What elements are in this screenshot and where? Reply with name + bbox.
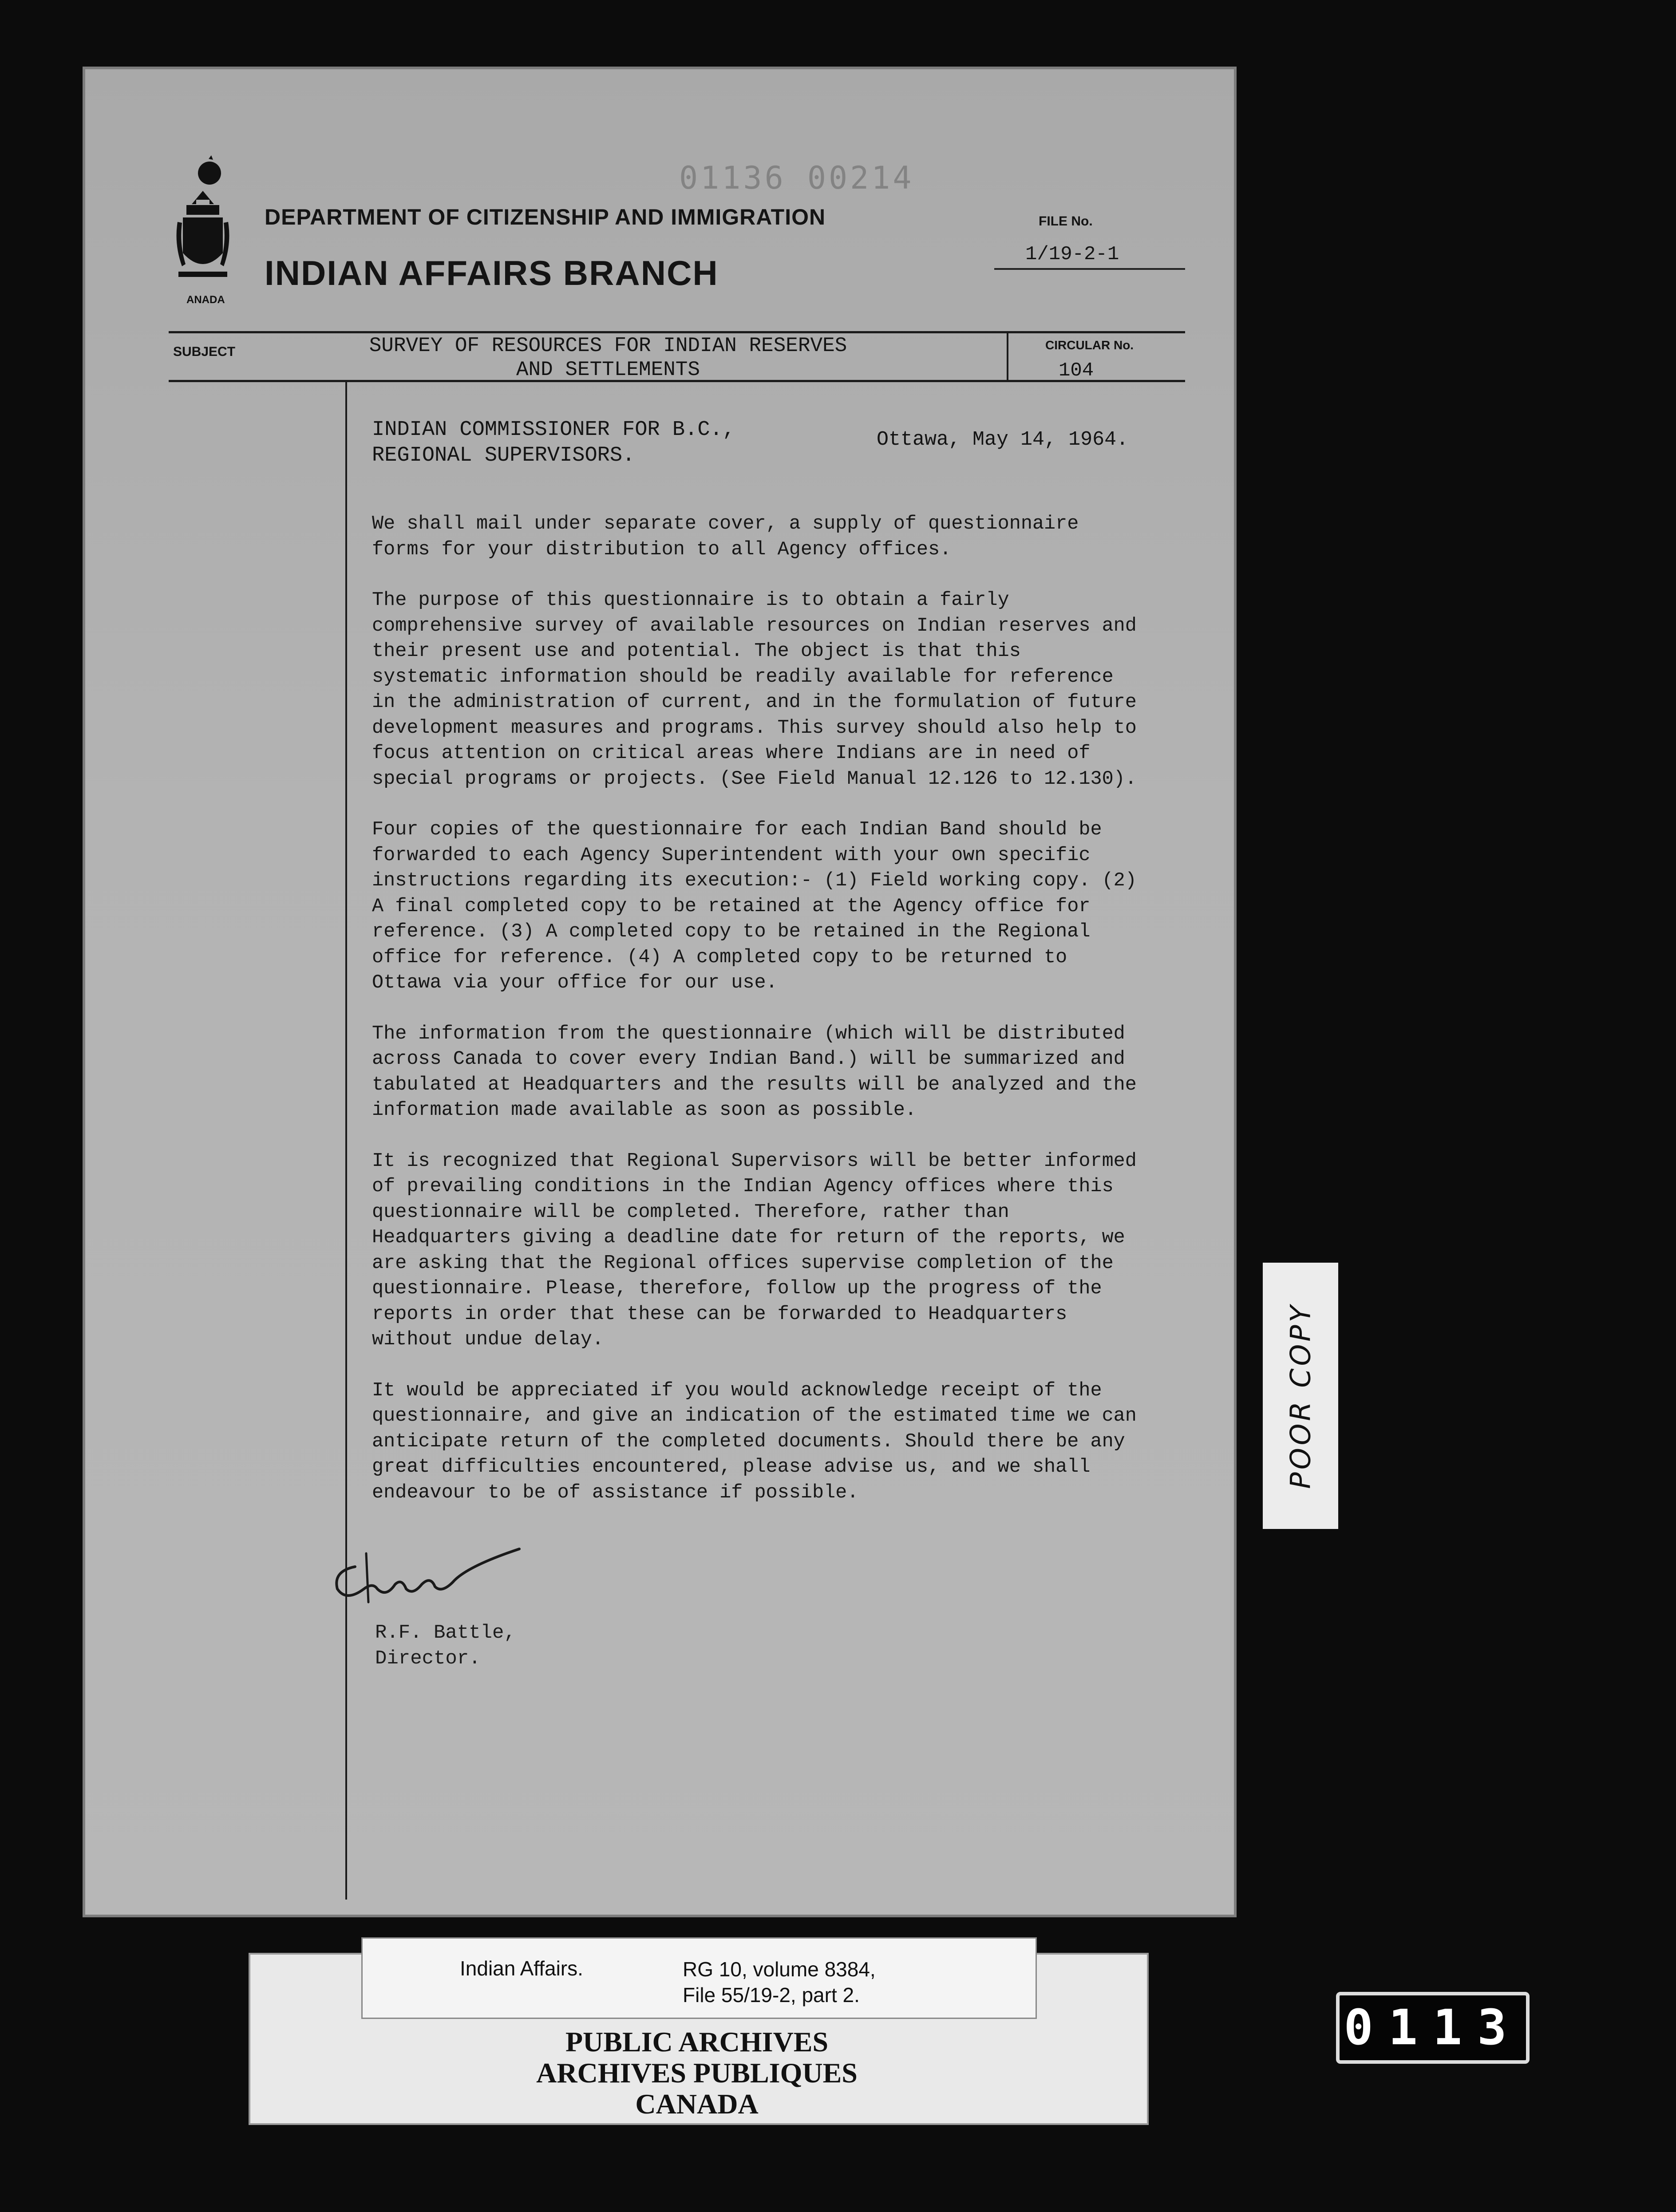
body-paragraph: The purpose of this questionnaire is to obtain a fairly comprehensive survey of available resources on Indian reserves and their present use and potential. The object is that this systematic information should be readily available for reference in the administration of current, and in the formulation of future development measures and programs. This survey should also help to focus attention on critical areas where Indians are in need of special programs or projects. (See Field Manual 12.126 to 12.130).: [372, 589, 1137, 790]
archive-collection: Indian Affairs.: [460, 1957, 583, 1980]
crest-caption: ANADA: [186, 294, 225, 306]
frame-counter-value: 0113: [1344, 1999, 1522, 2056]
subject-top-rule: [169, 331, 1185, 333]
archive-reference-line-1: RG 10, volume 8384,: [683, 1958, 876, 1981]
archive-name-line-3: CANADA: [635, 2088, 759, 2120]
addressee-block: [372, 417, 735, 469]
signer-name: R.F. Battle,: [375, 1622, 516, 1644]
frame-counter: [1336, 1992, 1530, 2064]
handwritten-signature: [324, 1540, 537, 1629]
archive-name: [249, 2026, 1145, 2120]
canada-crest-icon: [174, 155, 232, 297]
department-name: DEPARTMENT OF CITIZENSHIP AND IMMIGRATION: [265, 205, 826, 229]
letter-body: [372, 511, 1144, 1531]
stamped-file-number: 01136 00214: [679, 160, 914, 196]
circular-number: 104: [1059, 359, 1094, 382]
dateline: Ottawa, May 14, 1964.: [877, 428, 1129, 451]
margin-rule: [345, 382, 347, 1900]
branch-name: INDIAN AFFAIRS BRANCH: [265, 253, 719, 292]
archive-name-line-1: PUBLIC ARCHIVES: [565, 2026, 829, 2058]
file-number: 1/19-2-1: [1025, 243, 1119, 265]
poor-copy-stamp: [1263, 1263, 1338, 1529]
subject-line-1: SURVEY OF RESOURCES FOR INDIAN RESERVES: [369, 334, 847, 357]
body-paragraph: Four copies of the questionnaire for each Indian Band should be forwarded to each Agency Superintendent with your own specific instructions regarding its execution:- (1) Field working copy. (2) A final completed copy to be retained at the Agency office for reference. (3) A completed copy to be retained in the Regional office for reference. (4) A completed copy to be returned to Ottawa via your office for our use.: [372, 819, 1137, 994]
signature-block: [375, 1620, 516, 1671]
body-paragraph: We shall mail under separate cover, a supply of questionnaire forms for your distribution to all Agency offices.: [372, 513, 1079, 561]
signer-title: Director.: [375, 1647, 481, 1670]
addressee-line-1: INDIAN COMMISSIONER FOR B.C.,: [372, 418, 735, 442]
subject-label: SUBJECT: [173, 344, 236, 359]
circular-number-label: CIRCULAR No.: [1045, 338, 1134, 352]
archive-name-line-2: ARCHIVES PUBLIQUES: [536, 2057, 858, 2089]
archive-reference: [683, 1956, 876, 2008]
subject-line-2: AND SETTLEMENTS: [516, 358, 700, 381]
body-paragraph: It is recognized that Regional Supervisors will be better informed of prevailing conditions in the Indian Agency offices where this questionnaire will be completed. Therefore, rather than Headquarters giving a deadline date for return of the reports, we are asking that the Regional offices supervise completion of the questionnaire. Please, therefore, follow up the progress of the reports in order that these can be forwarded to Headquarters without undue delay.: [372, 1150, 1137, 1351]
poor-copy-text: POOR COPY: [1284, 1303, 1317, 1489]
body-paragraph: The information from the questionnaire (which will be distributed across Canada to cover every Indian Band.) will be summarized and tabulated at Headquarters and the results will be analyzed and the information made available as soon as possible.: [372, 1023, 1137, 1121]
archive-reference-line-2: File 55/19-2, part 2.: [683, 1983, 860, 2007]
file-number-underline: [994, 268, 1185, 270]
subject-text: [262, 334, 954, 382]
addressee-line-2: REGIONAL SUPERVISORS.: [372, 444, 635, 467]
circular-divider: [1007, 333, 1008, 381]
body-paragraph: It would be appreciated if you would acknowledge receipt of the questionnaire, and give an indication of the estimated time we can anticipate return of the completed documents. Should there be any great difficulties encountered, please advise us, and we shall endeavour to be of assistance if possible.: [372, 1379, 1137, 1504]
file-number-label: FILE No.: [1039, 214, 1093, 229]
